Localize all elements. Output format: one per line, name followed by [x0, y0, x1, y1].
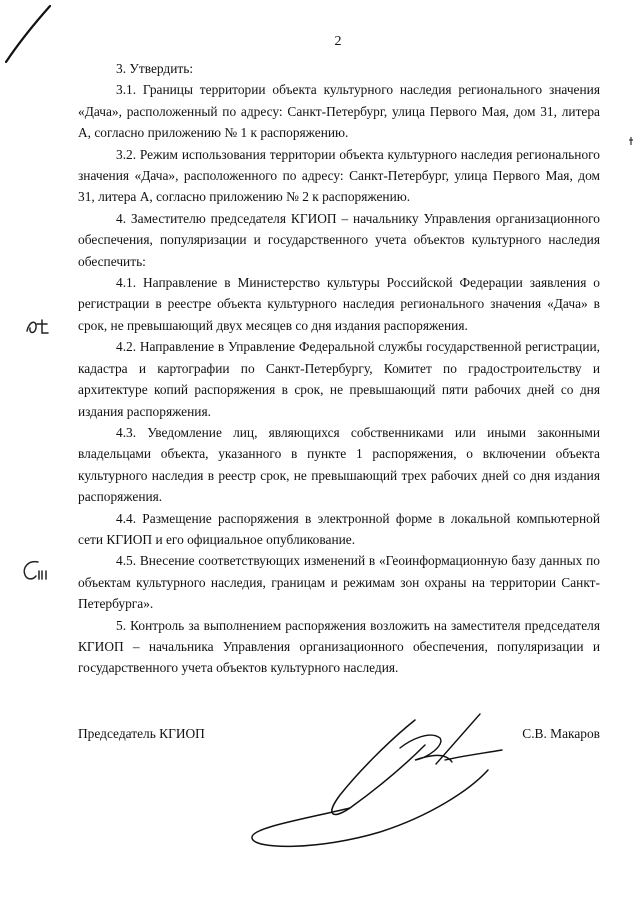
paragraph-3-1: 3.1. Границы территории объекта культурного наследия регионального значения «Дача», расположенный по адресу: Санкт-Петербург, улица Первого Мая, дом 31, литера А, согласно приложению № 1 к распоряжению.: [78, 82, 600, 141]
signatory-title: Председатель КГИОП: [78, 726, 205, 741]
page-number: 2: [334, 34, 342, 49]
paragraph-4: 4. Заместителю председателя КГИОП – начальнику Управления организационного обеспечения, популяризации и государственного учета объектов культурного наследия обеспечить:: [78, 210, 600, 269]
paragraph-4-3: 4.3. Уведомление лиц, являющихся собственниками или иными законными владельцами объекта, указанного в пункте 1 распоряжения, о включении объекта культурного наследия в реестр срок, не превышающий трех рабочих дней со дня издания распоряжения.: [78, 424, 600, 505]
margin-handwritten-mark-2: [20, 558, 50, 584]
paragraph-4-4: 4.4. Размещение распоряжения в электронной форме в локальной компьютерной сети КГИОП и его официальное опубликование.: [78, 510, 600, 547]
paragraph-4-1: 4.1. Направление в Министерство культуры Российской Федерации заявления о регистрации в реестре объекта культурного наследия регионального значения «Дача» в срок, не превышающий двух месяцев со дня издания распоряжения.: [78, 275, 600, 333]
handwritten-signature: [240, 700, 530, 860]
document-body: [78, 58, 600, 679]
paragraph-5: 5. Контроль за выполнением распоряжения возложить на заместителя председателя КГИОП – начальника Управления организационного обеспечения, популяризации и государственного учета объектов культурного наследия.: [78, 617, 600, 676]
margin-speck: [626, 136, 636, 148]
paragraph-3-2: 3.2. Режим использования территории объекта культурного наследия регионального значения «Дача», расположенного по адресу: Санкт-Петербург, улица Первого Мая, дом 31, литера А, согласно приложению № 2 к распоряжению.: [78, 146, 600, 205]
signatory-name: С.В. Макаров: [522, 726, 600, 741]
paragraph-4-5: 4.5. Внесение соответствующих изменений в «Геоинформационную базу данных по объектам культурного наследия, границам и режимам зон охраны на территории Санкт-Петербурга».: [78, 553, 600, 612]
paragraph-4-2: 4.2. Направление в Управление Федеральной службы государственной регистрации, кадастра и картографии по Санкт-Петербургу, Комитет по градостроительству и архитектуре копий распоряжения в срок, не превышающий пяти рабочих дней со дня издания распоряжения.: [78, 339, 600, 419]
margin-handwritten-mark: [24, 316, 50, 338]
paragraph-3: 3. Утвердить:: [116, 61, 194, 76]
